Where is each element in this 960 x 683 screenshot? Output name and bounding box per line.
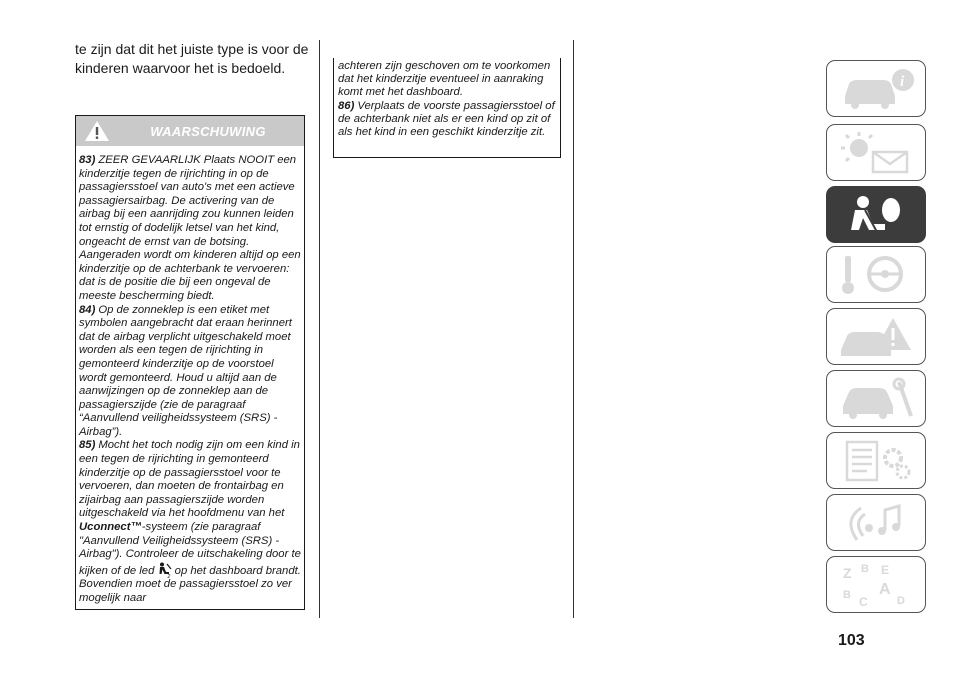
- continuation-body: [338, 60, 560, 139]
- specifications-icon: [837, 438, 917, 484]
- continuation-text: achteren zijn geschoven om te voorkomen dat het kinderzitje eventueel in aanraking komt met het dashboard.: [338, 60, 551, 99]
- svg-text:D: D: [897, 595, 905, 607]
- car-info-icon: [837, 66, 917, 112]
- tab-emergency[interactable]: [826, 308, 926, 365]
- warning-item-86: [338, 100, 560, 140]
- tab-car-info[interactable]: [826, 60, 926, 117]
- svg-text:i: i: [900, 74, 905, 90]
- note-number: 84): [79, 303, 96, 316]
- tab-starting-driving[interactable]: [826, 246, 926, 303]
- warning-body: [79, 154, 303, 606]
- warning-text: Mocht het toch nodig zijn om een kind in een tegen de rijrichting in gemonteerd kinderzitje op de passagiersstoel voor te vervoeren, dan moeten de frontairbag en zijairbag aan passagierszijde worden uitgeschakeld via het hoofdmenu van het: [79, 439, 300, 520]
- tab-safety[interactable]: [826, 186, 926, 243]
- tab-technical-data[interactable]: [826, 432, 926, 489]
- svg-text:Z: Z: [843, 565, 852, 581]
- tab-maintenance[interactable]: [826, 370, 926, 427]
- svg-text:A: A: [879, 581, 891, 598]
- tab-multimedia[interactable]: [826, 494, 926, 551]
- multimedia-icon: [837, 500, 917, 546]
- svg-text:2: 2: [167, 573, 170, 578]
- page-number: 103: [838, 632, 865, 649]
- tab-index[interactable]: [826, 556, 926, 613]
- key-steering-icon: [837, 252, 917, 298]
- lights-message-icon: [837, 130, 917, 176]
- warning-box: [75, 115, 305, 610]
- column-divider: [319, 40, 320, 618]
- warning-header: [76, 116, 304, 146]
- svg-text:E: E: [881, 563, 890, 577]
- intro-line-1: te zijn dat dit het juiste type is voor de: [75, 41, 309, 57]
- warning-continuation-box: [333, 58, 561, 158]
- column-divider: [573, 40, 574, 618]
- warning-car-icon: [837, 314, 917, 360]
- car-service-icon: [837, 376, 917, 422]
- warning-text: op het dashboard brandt. Bovendien moet de passagiersstoel zo ver mogelijk naar: [79, 564, 301, 604]
- tab-lights-messages[interactable]: [826, 124, 926, 181]
- warning-triangle-icon: [84, 120, 110, 142]
- warning-item-83: [79, 154, 303, 304]
- note-number: 85): [79, 439, 96, 452]
- note-number: 86): [338, 99, 355, 112]
- intro-line-2: kinderen waarvoor het is bedoeld.: [75, 60, 286, 76]
- svg-text:B: B: [861, 563, 869, 575]
- warning-item-84: [79, 304, 303, 440]
- warning-title: WAARSCHUWING: [150, 124, 266, 139]
- warning-text: Op de zonneklep is een etiket met symbolen aangebracht dat eraan herinnert dat de airbag verplicht uitgeschakeld moet worden als een tegen de rijrichting in gemonteerd kinderzitje op de voorstoel wordt gemonteerd. Houd u altijd aan de aanwijzingen op de zonneklep aan de passagierszijde (zie de paragraaf “Aanvullend veiligheidssysteem (SRS) - Airbag”).: [79, 303, 292, 438]
- intro-paragraph: [75, 40, 310, 78]
- airbag-off-led-icon: [158, 562, 172, 578]
- note-number: 83): [79, 154, 96, 166]
- svg-text:B: B: [843, 589, 851, 601]
- brand-name: Uconnect™: [79, 521, 142, 534]
- warning-text: -systeem (zie paragraaf "Aanvullend Veiligheidssysteem (SRS) - Airbag"). Controleer de uitschakeling door te kijken of de led: [79, 521, 301, 577]
- svg-text:C: C: [859, 595, 868, 608]
- seat-airbag-icon: [837, 192, 917, 238]
- index-icon: [837, 562, 917, 608]
- warning-item-85: [79, 439, 303, 605]
- warning-text: Verplaats de voorste passagiersstoel of de achterbank niet als er een kind op zit of als het kind in een geschikt kinderzitje zit.: [338, 99, 555, 139]
- warning-text: ZEER GEVAARLIJK Plaats NOOIT een kinderzitje tegen de rijrichting in op de passagiersstoel van auto's met een actieve passagiersairbag. De activering van de airbag bij een aanrijding zou kunnen leiden tot ernstig of dodelijk letsel van het kind, ongeacht de ernst van de botsing. Aangeraden wordt om kinderen altijd op een kinderzitje op de achterbank te vervoeren: dat is de positie die bij een ongeval de meeste bescherming biedt.: [79, 154, 301, 302]
